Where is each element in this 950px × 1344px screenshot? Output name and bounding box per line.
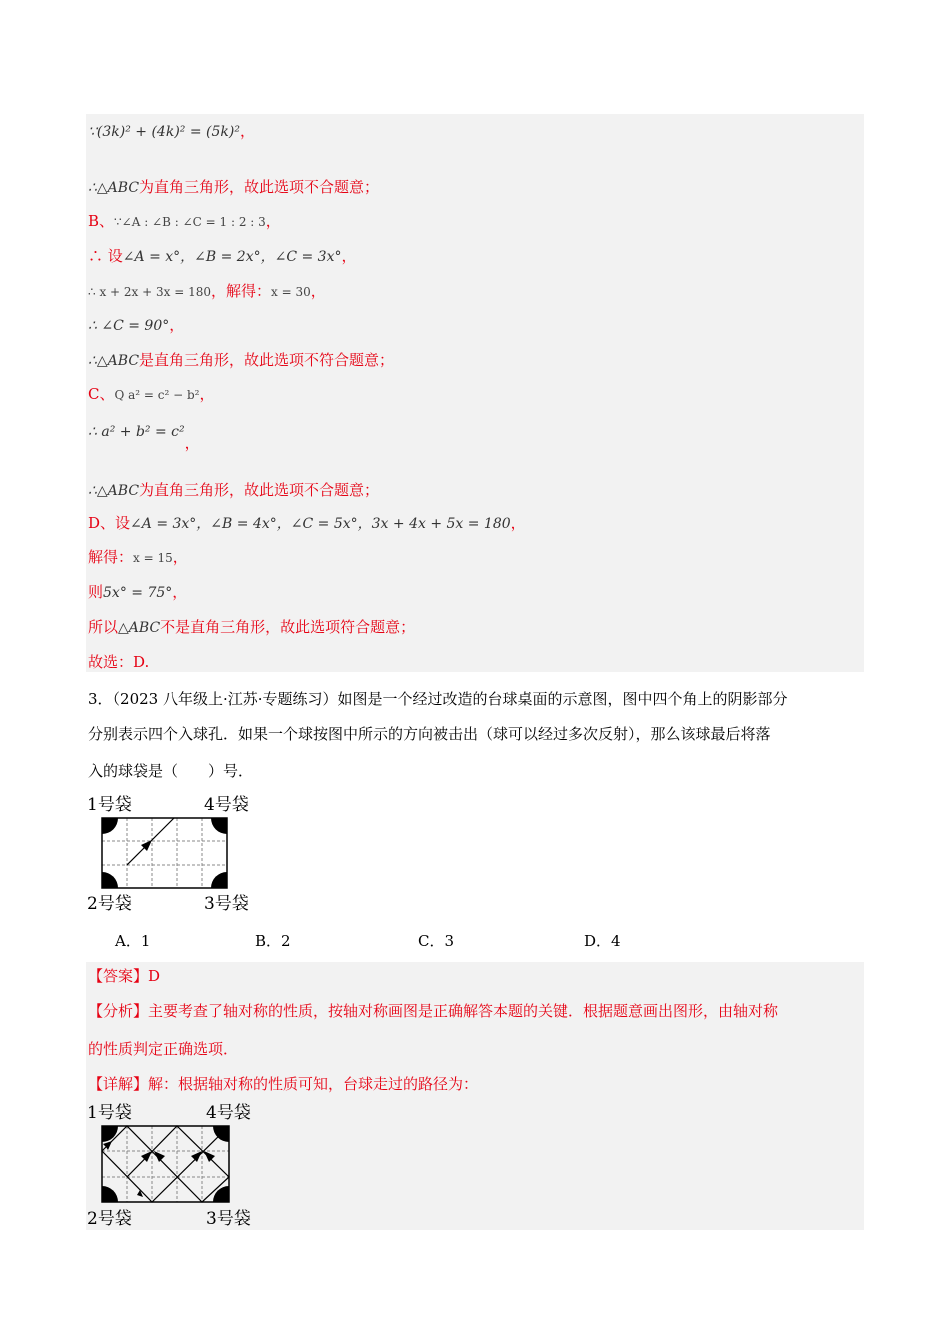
pocket-1-shape bbox=[102, 1126, 118, 1142]
analysis-line-1: 【分析】主要考查了轴对称的性质，按轴对称画图是正确解答本题的关键．根据题意画出图形，由轴对称 bbox=[88, 1002, 779, 1020]
math-expression: 5x° = 75° bbox=[103, 585, 173, 601]
detail-tag: 【详解】 bbox=[88, 1075, 149, 1093]
pocket-3-shape bbox=[211, 872, 227, 888]
pocket-2-shape bbox=[102, 1186, 118, 1202]
question-3-line-3: 入的球袋是（ ）号． bbox=[88, 762, 254, 780]
option-b-line-5: ∴△ABC是直角三角形，故此选项不符合题意； bbox=[88, 351, 395, 369]
question-number: 3． bbox=[88, 690, 113, 708]
answer-value: D bbox=[148, 967, 161, 985]
option-a[interactable]: A．1 bbox=[115, 932, 151, 950]
question-3-line-1: 3．（2023 八年级上·江苏·专题练习）如图是一个经过改造的台球桌面的示意图，图中四个角上的阴影部分 bbox=[88, 690, 788, 708]
pocket-3-shape bbox=[213, 1186, 229, 1202]
arrow-2 bbox=[191, 1151, 202, 1162]
pocket-1-label: 1号袋 bbox=[87, 1103, 132, 1123]
option-b-line-2: ∴ 设∠A = x°，∠B = 2x°，∠C = 3x°， bbox=[88, 247, 357, 265]
option-d-line-4: 所以△ABC不是直角三角形，故此选项符合题意； bbox=[88, 618, 416, 636]
math-expression: Q a² = c² − b² bbox=[114, 388, 200, 402]
math-expression: ∴△ABC bbox=[88, 180, 140, 196]
math-expression: △ABC bbox=[118, 620, 161, 636]
ball-reflection-path bbox=[102, 1126, 229, 1202]
math-expression: x = 30 bbox=[271, 285, 311, 299]
pocket-2-shape bbox=[102, 872, 118, 888]
table-outline bbox=[102, 818, 227, 888]
math-expression: ∴ ∠C = 90° bbox=[88, 318, 170, 334]
math-expression: x = 15 bbox=[133, 551, 173, 565]
option-d-line-3: 则5x° = 75°， bbox=[88, 583, 188, 601]
math-expression: ∠A = x°，∠B = 2x°，∠C = 3x° bbox=[122, 249, 342, 265]
math-expression: ∵(3k)² + (4k)² = (5k)² bbox=[88, 124, 240, 140]
detail-line: 【详解】解：根据轴对称的性质可知，台球走过的路径为： bbox=[88, 1075, 479, 1093]
option-d-line-2: 解得：x = 15， bbox=[88, 548, 188, 566]
option-d-line-1: D、设∠A = 3x°，∠B = 4x°，∠C = 5x°，3x + 4x + 5x = 180， bbox=[88, 514, 526, 532]
final-choice-line: 故选：D. bbox=[88, 653, 150, 671]
answer-tag: 【答案】 bbox=[88, 967, 149, 985]
pocket-2-label: 2号袋 bbox=[87, 1209, 132, 1229]
option-d[interactable]: D．4 bbox=[584, 932, 621, 950]
option-b-line-1: B、∵∠A : ∠B : ∠C = 1 : 2 : 3， bbox=[88, 212, 281, 230]
pocket-4-label: 4号袋 bbox=[204, 795, 249, 815]
billiard-table-figure bbox=[84, 790, 264, 920]
math-expression: ∴ x + 2x + 3x = 180 bbox=[88, 285, 211, 299]
math-expression: ∴△ABC bbox=[88, 483, 140, 499]
question-source: （2023 八年级上·江苏·专题练习） bbox=[112, 690, 338, 708]
math-expression: ∴ a² + b² = c² bbox=[88, 424, 185, 440]
table-grid bbox=[102, 818, 227, 888]
analysis-line-2: 的性质判定正确选项． bbox=[88, 1040, 239, 1058]
question-3-line-2: 分别表示四个入球孔．如果一个球按图中所示的方向被击出（球可以经过多次反射），那么该球最后将落 bbox=[88, 725, 771, 743]
solution-line-2: ∴△ABC为直角三角形，故此选项不合题意； bbox=[88, 178, 380, 196]
pocket-1-label: 1号袋 bbox=[87, 795, 132, 815]
math-expression: ∴△ABC bbox=[88, 353, 140, 369]
option-b-line-3: ∴ x + 2x + 3x = 180，解得：x = 30， bbox=[88, 282, 326, 300]
math-expression: ∠A = 3x°，∠B = 4x°，∠C = 5x°，3x + 4x + 5x = 180 bbox=[130, 516, 511, 532]
pocket-1-shape bbox=[102, 818, 118, 834]
pocket-3-label: 3号袋 bbox=[206, 1209, 251, 1229]
arrow-3 bbox=[204, 1151, 215, 1162]
pocket-4-label: 4号袋 bbox=[206, 1103, 251, 1123]
pocket-3-label: 3号袋 bbox=[204, 894, 249, 914]
option-c-line-3: ∴△ABC为直角三角形，故此选项不合题意； bbox=[88, 481, 380, 499]
arrow-4 bbox=[154, 1151, 165, 1162]
pocket-4-shape bbox=[211, 818, 227, 834]
answer-line bbox=[88, 965, 160, 987]
option-c-line-2: ∴ a² + b² = c²， bbox=[88, 424, 200, 452]
option-c-line-1: C、Q a² = c² − b²， bbox=[88, 385, 215, 403]
solution-line-1: ∵(3k)² + (4k)² = (5k)²， bbox=[88, 122, 255, 140]
option-b[interactable]: B．2 bbox=[255, 932, 291, 950]
billiard-path-figure bbox=[84, 1098, 274, 1230]
pocket-2-label: 2号袋 bbox=[87, 894, 132, 914]
math-expression: ∵∠A : ∠B : ∠C = 1 : 2 : 3 bbox=[114, 215, 266, 229]
analysis-tag: 【分析】 bbox=[88, 1002, 149, 1020]
option-c[interactable]: C．3 bbox=[418, 932, 455, 950]
option-b-line-4: ∴ ∠C = 90°， bbox=[88, 316, 185, 334]
